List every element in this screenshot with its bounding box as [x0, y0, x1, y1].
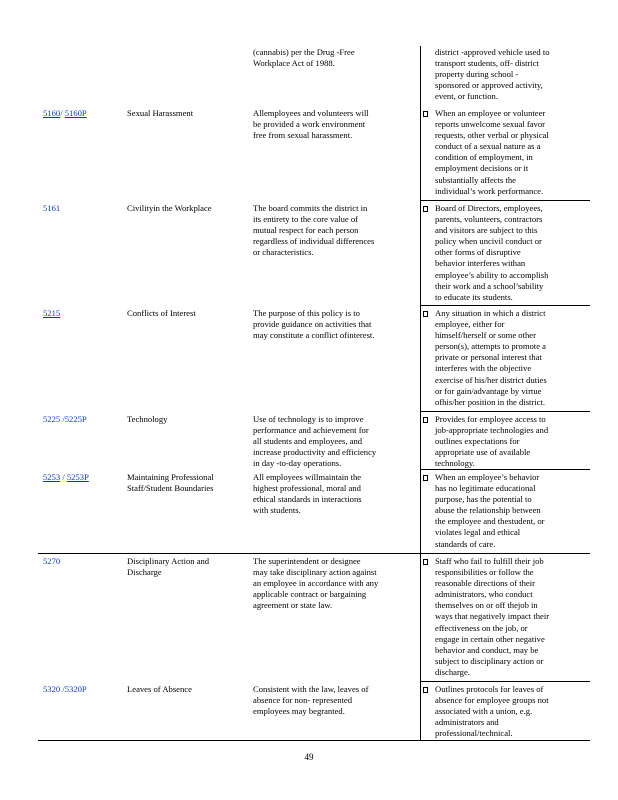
policy-title: Leaves of Absence	[127, 684, 192, 694]
policy-detail: district -approved vehicle used to transport students, off- district property during school - sponsored or approved activity, event, or function.	[435, 47, 550, 102]
policy-code[interactable]	[43, 108, 123, 119]
policy-summary: Consistent with the law, leaves of absence for non- represented employees may begranted.	[253, 684, 369, 717]
policy-code[interactable]	[43, 556, 123, 567]
policy-summary: Use of technology is to improve performance and achievement for all students and employees, and increase productivity and efficiency in day -to-day operations.	[253, 414, 377, 469]
row-divider	[420, 200, 590, 201]
policy-detail-bullet	[423, 414, 587, 469]
policy-detail-bullet	[423, 308, 587, 408]
policy-detail-text: When an employee or volunteer reports unwelcome sexual favor requests, other verbal or physical conduct of a sexual nature as a condition of employment, in employment decisions or it substantially affects the individual’s work performance.	[435, 108, 549, 196]
policy-title: Sexual Harassment	[127, 108, 194, 118]
bullet-box-icon	[423, 475, 428, 481]
policy-detail-bullet	[423, 472, 587, 550]
policy-title: Civilityin the Workplace	[127, 203, 212, 213]
policy-code-text: 5225 /5225P	[43, 414, 87, 424]
policy-detail-text: Board of Directors, employees, parents, volunteers, contractors and visitors are subject to this policy when uncivil conduct or other forms of disruptive behavior interferes withan employee’s ability to accomplish their work and a school’sability to educate its students.	[435, 203, 549, 302]
policy-summary: (cannabis) per the Drug -Free Workplace Act of 1988.	[253, 47, 355, 69]
policy-code[interactable]	[43, 203, 123, 214]
policy-code-text: 5161	[43, 203, 61, 213]
policy-detail-text: Outlines protocols for leaves of absence for employee groups not associated with a union, e.g. administrators and professional/technical.	[435, 684, 549, 739]
policy-summary: The purpose of this policy is to provide guidance on activities that may constitute a conflict ofinterest.	[253, 308, 375, 341]
bullet-box-icon	[423, 417, 428, 423]
policy-summary: All employees willmaintain the highest professional, moral and ethical standards in interactions with students.	[253, 472, 362, 516]
policy-code-text: /	[60, 472, 67, 482]
policy-detail	[423, 108, 587, 197]
page-number: 49	[304, 752, 314, 762]
policy-detail-text: When an employee’s behavior has no legitimate educational purpose, has the potential to abuse the relationship between the employee and thestudent, or violates legal and ethical standards of care.	[435, 472, 545, 549]
policy-detail	[423, 414, 587, 469]
row-divider	[38, 553, 590, 554]
policy-title: Conflicts of Interest	[127, 308, 196, 318]
policy-title: Maintaining Professional Staff/Student Boundaries	[127, 472, 214, 494]
policy-detail	[423, 472, 587, 550]
bullet-box-icon	[423, 559, 428, 565]
policy-summary: The board commits the district in its entirety to the core value of mutual respect for each person regardless of individual differences or characteristics.	[253, 203, 375, 258]
policy-detail	[423, 684, 587, 739]
policy-detail-bullet	[423, 203, 587, 303]
policy-code-text: /	[60, 108, 65, 118]
policy-detail-text: Any situation in which a district employee, either for himself/herself or some other person(s), attempts to promote a private or personal interest that interferes with the objective exercise of his/her district duties or for gain/advantage by virtue ofhis/her position in the district.	[435, 308, 547, 407]
policy-link[interactable]: 5253	[43, 472, 61, 482]
policy-detail-text: Staff who fail to fulfill their job responsibilities or follow the reasonable directions of their administrators, who conduct themselves on or off thejob in ways that negatively impact their effectiveness on the job, or engage in certain other negative behavior and conduct, may be subject to disciplinary action or discharge.	[435, 556, 550, 677]
policy-link[interactable]: 5253P	[66, 472, 89, 482]
row-divider	[420, 681, 590, 682]
policy-link[interactable]: 5160P	[64, 108, 87, 118]
policy-detail	[423, 308, 587, 408]
policy-link[interactable]: 5160	[43, 108, 61, 118]
policy-title: Disciplinary Action and Discharge	[127, 556, 210, 578]
row-divider	[420, 305, 590, 306]
bullet-box-icon	[423, 687, 428, 693]
policy-link[interactable]: 5215	[43, 308, 61, 318]
policy-code-text: 5270	[43, 556, 61, 566]
row-divider	[420, 411, 590, 412]
policy-code[interactable]	[43, 414, 123, 425]
policy-code-text: 5320 /5320P	[43, 684, 87, 694]
bullet-box-icon	[423, 206, 428, 212]
policy-detail-bullet	[423, 556, 587, 678]
policy-detail	[423, 556, 587, 678]
detail-column-rule	[420, 46, 421, 741]
policy-detail	[423, 203, 587, 303]
policy-code[interactable]	[43, 308, 123, 319]
policy-detail-bullet	[423, 108, 587, 197]
policy-detail-bullet	[423, 684, 587, 739]
policy-summary: The superintendent or designee may take disciplinary action against an employee in accordance with any applicable contract or bargaining agreement or state law.	[253, 556, 379, 611]
policy-code[interactable]	[43, 472, 123, 483]
policy-code[interactable]	[43, 684, 123, 695]
row-divider	[38, 740, 590, 741]
policy-detail-text: Provides for employee access to job-appropriate technologies and outlines expectations for appropriate use of available technology.	[435, 414, 549, 469]
bullet-box-icon	[423, 111, 428, 117]
bullet-box-icon	[423, 311, 428, 317]
policy-title: Technology	[127, 414, 168, 424]
policy-summary: Allemployees and volunteers will be provided a work environment free from sexual harassment.	[253, 108, 369, 141]
